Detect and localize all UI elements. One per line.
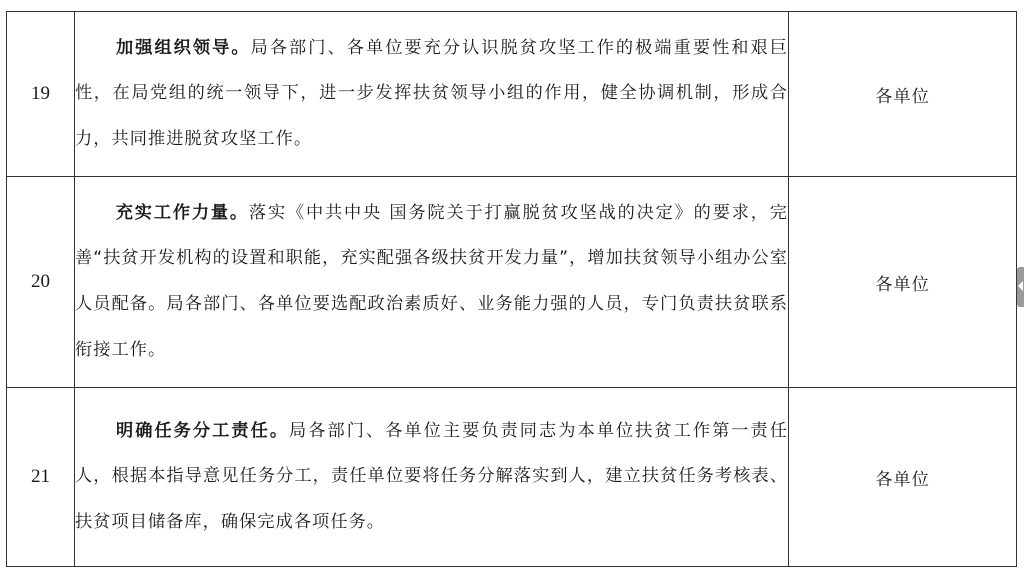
responsible-unit: 各单位	[789, 177, 1017, 388]
table-row	[7, 177, 1017, 388]
task-body: 局各部门、各单位要充分认识脱贫攻坚工作的极端重要性和艰巨性，在局党组的统一领导下，进一步发挥扶贫领导小组的作用，健全协调机制，形成合力，共同推进脱贫攻坚工作。	[75, 37, 788, 149]
task-heading: 充实工作力量。	[115, 202, 249, 223]
row-number: 20	[7, 177, 75, 388]
responsible-unit: 各单位	[789, 388, 1017, 567]
task-heading: 加强组织领导。	[115, 37, 251, 58]
task-description	[75, 177, 789, 388]
task-description	[75, 388, 789, 567]
table-row	[7, 388, 1017, 567]
task-description	[75, 12, 789, 177]
row-number: 19	[7, 12, 75, 177]
task-heading: 明确任务分工责任。	[115, 420, 290, 441]
side-panel-toggle[interactable]	[1017, 267, 1024, 307]
task-body: 局各部门、各单位主要负责同志为本单位扶贫工作第一责任人，根据本指导意见任务分工，责任单位要将任务分解落实到人，建立扶贫任务考核表、扶贫项目储备库，确保完成各项任务。	[75, 420, 788, 532]
row-number: 21	[7, 388, 75, 567]
chevron-left-icon	[1018, 281, 1023, 291]
responsible-unit: 各单位	[789, 12, 1017, 177]
task-table	[6, 11, 1017, 567]
table-row	[7, 12, 1017, 177]
task-body: 落实《中共中央 国务院关于打赢脱贫攻坚战的决定》的要求，完善“扶贫开发机构的设置和职能，充实配强各级扶贫开发力量”，增加扶贫领导小组办公室人员配备。局各部门、各单位要选配政治素质好、业务能力强的人员，专门负责扶贫联系衔接工作。	[75, 202, 788, 360]
